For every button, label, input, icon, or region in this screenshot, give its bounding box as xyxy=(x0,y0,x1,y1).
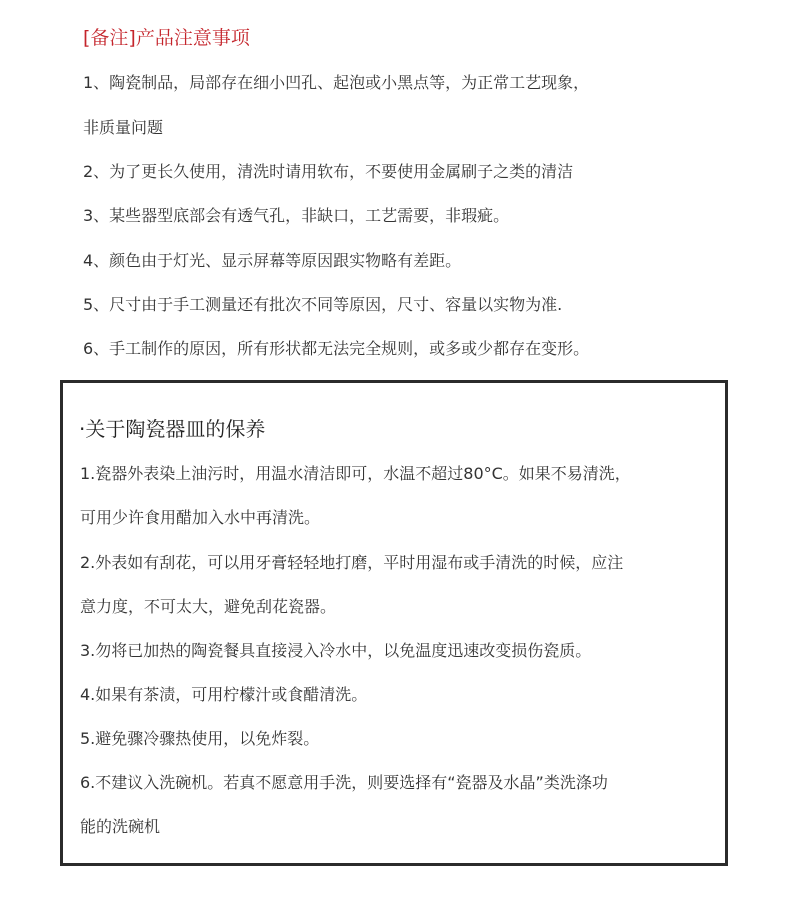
notes-title: [备注]产品注意事项 xyxy=(83,27,250,49)
notes-line: 3、某些器型底部会有透气孔，非缺口，工艺需要，非瑕疵。 xyxy=(83,206,510,225)
notes-line: 1、陶瓷制品，局部存在细小凹孔、起泡或小黑点等，为正常工艺现象， xyxy=(83,73,590,92)
care-line: 意力度，不可太大，避免刮花瓷器。 xyxy=(80,597,337,616)
care-line: 2.外表如有刮花，可以用牙膏轻轻地打磨，平时用湿布或手清洗的时候，应注 xyxy=(80,553,624,572)
notes-line: 5、尺寸由于手工测量还有批次不同等原因，尺寸、容量以实物为准. xyxy=(83,295,563,314)
care-line: 5.避免骤冷骤热使用，以免炸裂。 xyxy=(80,729,320,748)
care-line: 3.勿将已加热的陶瓷餐具直接浸入冷水中，以免温度迅速改变损伤瓷质。 xyxy=(80,641,592,660)
care-line: 能的洗碗机 xyxy=(80,817,161,836)
notes-line: 4、颜色由于灯光、显示屏幕等原因跟实物略有差距。 xyxy=(83,251,462,270)
care-line: 6.不建议入洗碗机。若真不愿意用手洗，则要选择有“瓷器及水晶”类洗涤功 xyxy=(80,773,608,792)
care-line: 1.瓷器外表染上油污时，用温水清洁即可，水温不超过80°C。如果不易清洗， xyxy=(80,464,631,483)
product-notes-section xyxy=(0,0,790,370)
ceramic-care-box xyxy=(60,380,728,866)
care-line: 4.如果有茶渍，可用柠檬汁或食醋清洗。 xyxy=(80,685,368,704)
care-line: 可用少许食用醋加入水中再清洗。 xyxy=(80,508,321,527)
notes-line: 2、为了更长久使用，清洗时请用软布，不要使用金属刷子之类的清洁 xyxy=(83,162,574,181)
notes-line: 6、手工制作的原因，所有形状都无法完全规则，或多或少都存在变形。 xyxy=(83,339,590,358)
care-title: ·关于陶瓷器皿的保养 xyxy=(79,417,266,441)
notes-line: 非质量问题 xyxy=(83,118,164,137)
